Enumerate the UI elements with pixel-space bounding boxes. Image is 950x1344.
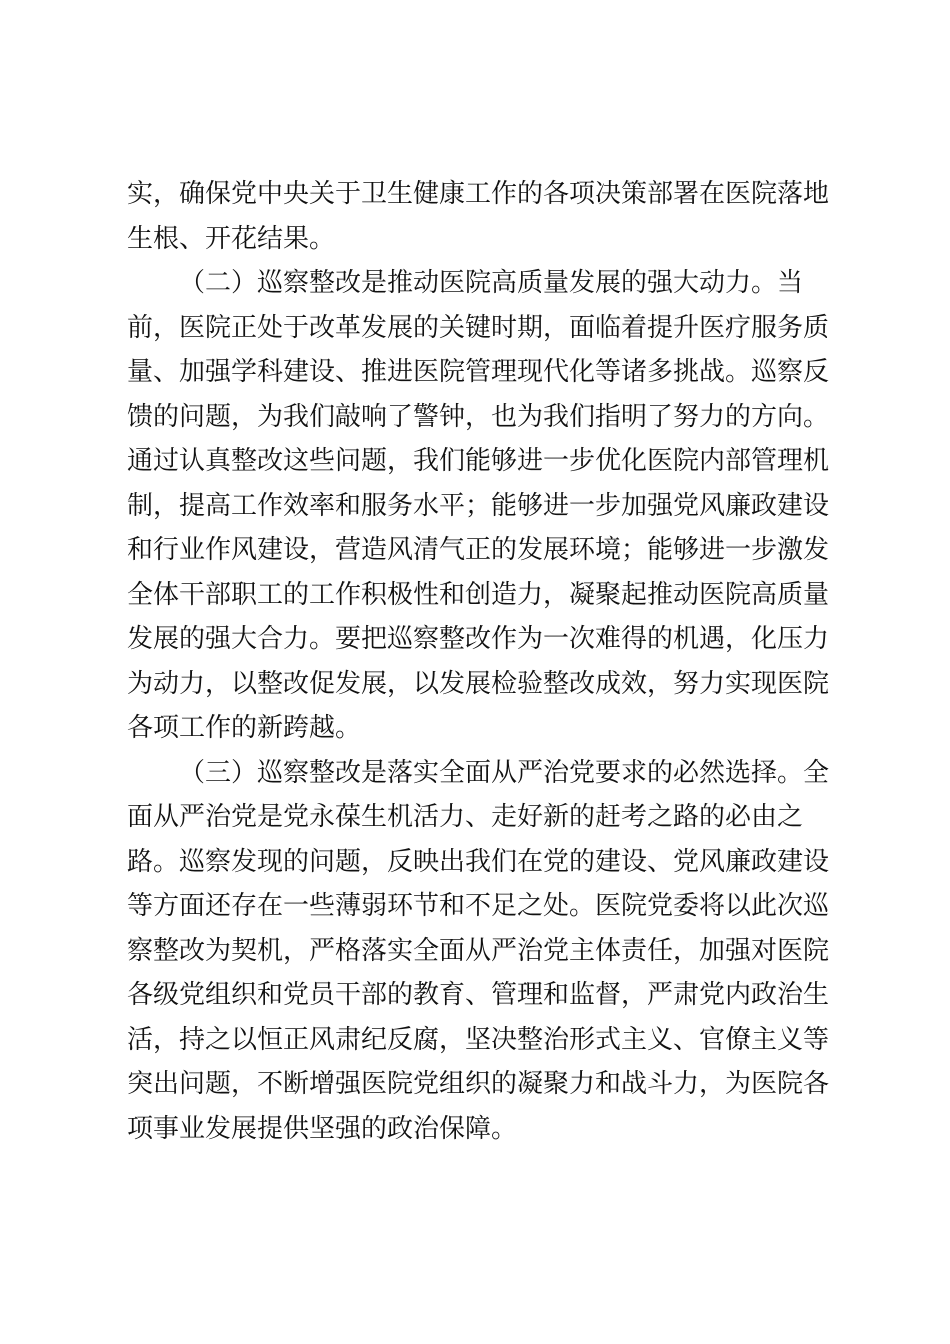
paragraph-line: 馈的问题，为我们敲响了警钟，也为我们指明了努力的方向。 (127, 401, 830, 432)
paragraph-line: 突出问题，不断增强医院党组织的凝聚力和战斗力，为医院各 (127, 1069, 830, 1099)
document-body (127, 172, 830, 1151)
paragraph-line: 发展的强大合力。要把巡察整改作为一次难得的机遇，化压力 (127, 624, 830, 654)
paragraph-line: 面从严治党是党永葆生机活力、走好新的赶考之路的必由之 (127, 802, 804, 832)
paragraph-1 (127, 172, 830, 261)
paragraph-3 (127, 751, 830, 1152)
paragraph-line: 等方面还存在一些薄弱环节和不足之处。医院党委将以此次巡 (127, 891, 830, 921)
paragraph-line: 察整改为契机，严格落实全面从严治党主体责任，加强对医院 (127, 935, 830, 966)
paragraph-line: 量、加强学科建设、推进医院管理现代化等诸多挑战。巡察反 (127, 357, 830, 387)
paragraph-line: 各项工作的新跨越。 (127, 713, 362, 743)
paragraph-line: 活，持之以恒正风肃纪反腐，坚决整治形式主义、官僚主义等 (127, 1024, 830, 1055)
paragraph-line: 实，确保党中央关于卫生健康工作的各项决策部署在医院落地 (127, 179, 830, 209)
paragraph-line: 通过认真整改这些问题，我们能够进一步优化医院内部管理机 (127, 446, 830, 476)
paragraph-line: 和行业作风建设，营造风清气正的发展环境；能够进一步激发 (127, 535, 830, 565)
paragraph-line: 前，医院正处于改革发展的关键时期，面临着提升医疗服务质 (127, 312, 830, 343)
paragraph-line: （三）巡察整改是落实全面从严治党要求的必然选择。全 (179, 757, 830, 788)
paragraph-line: 各级党组织和党员干部的教育、管理和监督，严肃党内政治生 (127, 980, 830, 1010)
paragraph-line: 生根、开花结果。 (127, 223, 336, 254)
paragraph-line: （二）巡察整改是推动医院高质量发展的强大动力。当 (179, 268, 804, 298)
paragraph-line: 全体干部职工的工作积极性和创造力，凝聚起推动医院高质量 (127, 579, 830, 610)
paragraph-line: 为动力，以整改促发展，以发展检验整改成效，努力实现医院 (127, 668, 830, 699)
paragraph-2 (127, 261, 830, 751)
paragraph-line: 路。巡察发现的问题，反映出我们在党的建设、党风廉政建设 (127, 846, 830, 877)
paragraph-line: 制，提高工作效率和服务水平；能够进一步加强党风廉政建设 (127, 490, 830, 521)
paragraph-line: 项事业发展提供坚强的政治保障。 (127, 1113, 518, 1144)
